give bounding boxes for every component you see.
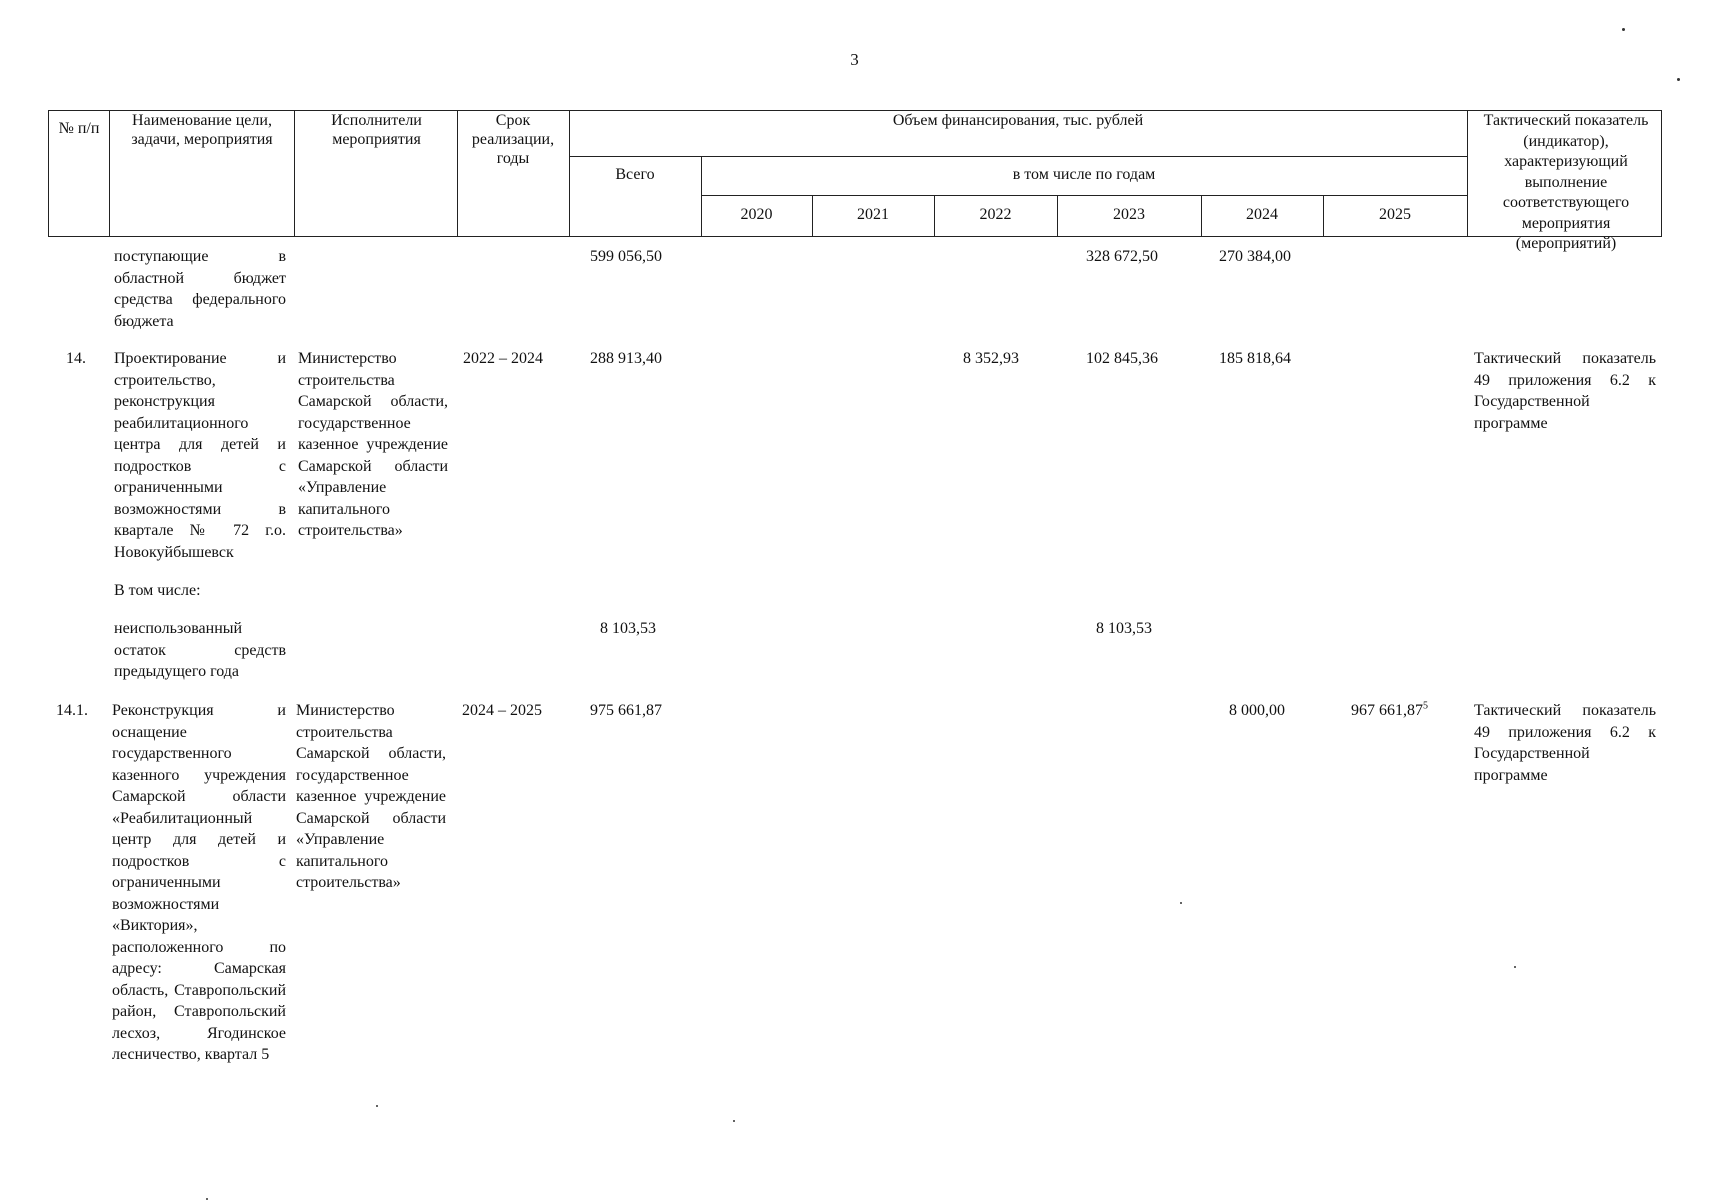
header-indicator: Тактический показатель (индикатор), характеризующий выполнение соответствующего мероприятия (мероприятий) xyxy=(1483,112,1649,252)
header-name: Наименование цели, задачи, мероприятия xyxy=(131,112,273,148)
row-14-executor: Министерство строительства Самарской области, государственное казенное учреждение Самарской области «Управление капитального строительства» xyxy=(298,350,448,539)
row-14-2023: 102 845,36 xyxy=(1086,350,1158,367)
row-14-2022: 8 352,93 xyxy=(963,350,1019,367)
row-14-indicator: Тактический показатель 49 приложения 6.2 к Государственной программе xyxy=(1474,350,1656,432)
row-14-1-total: 975 661,87 xyxy=(590,702,662,719)
scan-speck xyxy=(733,1120,735,1122)
scan-speck xyxy=(1622,28,1625,31)
row-14-term: 2022 – 2024 xyxy=(463,350,543,367)
header-year-2021: 2021 xyxy=(857,206,889,223)
header-year-2024: 2024 xyxy=(1246,206,1278,223)
header-term: Срок реализации, годы xyxy=(471,112,555,167)
scan-speck xyxy=(376,1105,378,1107)
header-total: Всего xyxy=(615,166,655,183)
page-number: 3 xyxy=(850,50,859,69)
row-14-number: 14. xyxy=(66,350,86,367)
remainder-name: неиспользованный остаток средств предыдущего года xyxy=(114,620,286,680)
row-14-1-2024: 8 000,00 xyxy=(1229,702,1285,719)
scan-speck xyxy=(1180,902,1182,904)
scan-speck xyxy=(1514,966,1516,968)
row-14-1-executor: Министерство строительства Самарской области, государственное казенное учреждение Самарской области «Управление капитального строительства» xyxy=(296,702,446,891)
row-14-1-2025-value: 967 661,87 xyxy=(1351,702,1423,719)
header-year-2025: 2025 xyxy=(1379,206,1411,223)
including-label: В том числе: xyxy=(114,582,201,599)
row-14-1-indicator: Тактический показатель 49 приложения 6.2 к Государственной программе xyxy=(1474,702,1656,784)
scan-speck xyxy=(1677,78,1680,81)
remainder-total: 8 103,53 xyxy=(600,620,656,637)
federal-funds-total: 599 056,50 xyxy=(590,248,662,265)
table-header xyxy=(48,110,1662,252)
federal-funds-2024: 270 384,00 xyxy=(1219,248,1291,265)
header-by-years: в том числе по годам xyxy=(1012,166,1156,183)
row-14-total: 288 913,40 xyxy=(590,350,662,367)
header-year-2023: 2023 xyxy=(1113,206,1145,223)
footnote-marker: 5 xyxy=(1423,700,1428,712)
header-funding: Объем финансирования, тыс. рублей xyxy=(892,112,1144,129)
header-year-2022: 2022 xyxy=(979,206,1012,223)
row-14-1-number: 14.1. xyxy=(56,702,88,719)
row-14-1-2025 xyxy=(1351,700,1428,722)
header-year-2020: 2020 xyxy=(740,206,773,223)
federal-funds-name: поступающие в областной бюджет средства федерального бюджета xyxy=(114,248,286,330)
federal-funds-2023: 328 672,50 xyxy=(1086,248,1158,265)
header-num: № п/п xyxy=(58,120,100,137)
row-14-name: Проектирование и строительство, реконструкция реабилитационного центра для детей и подростков с ограниченными возможностями в квартале № 72 г.о. Новокуйбышевск xyxy=(114,350,286,561)
row-14-1-name: Реконструкция и оснащение государственного казенного учреждения Самарской области «Реабилитационный центр для детей и подростков с ограниченными возможностями «Виктория», расположенного по адресу: Самарская область, Ставропольский район, Ставропольский лесхоз, Ягодинское лесничество, квартал 5 xyxy=(112,702,286,1063)
row-14-1-term: 2024 – 2025 xyxy=(462,702,542,719)
header-executors: Исполнители мероприятия xyxy=(331,112,422,148)
row-14-2024: 185 818,64 xyxy=(1219,350,1291,367)
remainder-2023: 8 103,53 xyxy=(1096,620,1152,637)
